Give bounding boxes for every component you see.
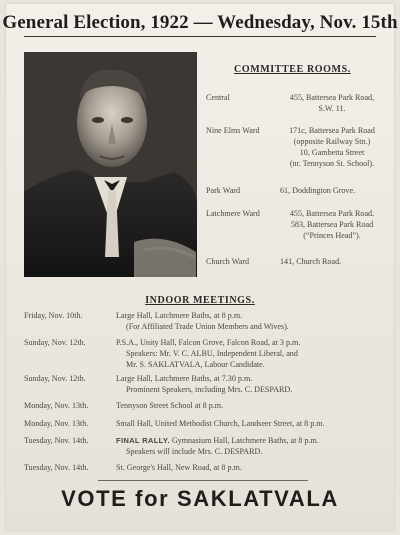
meeting-date: Friday, Nov. 10th. bbox=[24, 311, 83, 320]
portrait-photo bbox=[24, 52, 197, 277]
ward-name: Central bbox=[206, 93, 230, 102]
meeting-description bbox=[116, 373, 386, 395]
meeting-venue: Large Hall, Latchmere Baths, at 8 p.m. bbox=[116, 311, 243, 320]
candidate-portrait bbox=[24, 52, 197, 277]
meeting-venue: Gymnasium Hall, Latchmere Baths, at 8 p.m. bbox=[169, 436, 319, 445]
ward-address: 61, Doddington Grove. bbox=[280, 186, 356, 195]
ward-name: Latchmere Ward bbox=[206, 209, 260, 218]
indoor-meetings-title bbox=[0, 290, 400, 308]
meeting-description bbox=[116, 400, 386, 411]
meeting-venue: P.S.A., Unity Hall, Falcon Grove, Falcon Road, at 3 p.m. bbox=[116, 338, 301, 347]
meeting-description bbox=[116, 418, 386, 429]
meeting-date: Tuesday, Nov. 14th. bbox=[24, 463, 89, 472]
meeting-date: Sunday, Nov. 12th. bbox=[24, 374, 86, 383]
meeting-description bbox=[116, 462, 386, 473]
meeting-date: Monday, Nov. 13th. bbox=[24, 401, 89, 410]
meeting-date: Monday, Nov. 13th. bbox=[24, 419, 89, 428]
vote-slogan: VOTE for SAKLATVALA bbox=[61, 486, 339, 511]
ward-address: 455, Battersea Park Road. 583, Battersea Park Road (“Princes Head”). bbox=[289, 209, 375, 240]
ward-address: 141, Church Road. bbox=[280, 257, 342, 266]
headline-rule bbox=[24, 36, 376, 37]
meeting-description bbox=[116, 310, 386, 332]
committee-rooms-title: COMMITTEE ROOMS. bbox=[234, 64, 351, 75]
meeting-date: Sunday, Nov. 12th. bbox=[24, 338, 86, 347]
meeting-details: Speakers: Mr. V. C. ALBU, Independent Liberal, and Mr. S. SAKLATVALA, Labour Candidate. bbox=[126, 349, 298, 369]
ward-name: Church Ward bbox=[206, 257, 250, 266]
meeting-venue: Large Hall, Latchmere Baths, at 7.30 p.m. bbox=[116, 374, 253, 383]
ward-name: Nine Elms Ward bbox=[206, 126, 260, 135]
indoor-meetings-title-text: INDOOR MEETINGS. bbox=[145, 295, 255, 306]
meeting-description bbox=[116, 337, 386, 370]
final-rally-label: FINAL RALLY. bbox=[116, 436, 170, 445]
ward-name: Park Ward bbox=[206, 186, 241, 195]
meeting-details: Speakers will include Mrs. C. DESPARD. bbox=[126, 447, 263, 456]
meeting-date: Tuesday, Nov. 14th. bbox=[24, 436, 89, 445]
ward-address: 455, Battersea Park Road, S.W. 11. bbox=[289, 93, 375, 113]
meeting-description bbox=[116, 435, 386, 457]
ward-address: 171c, Battersea Park Road (opposite Railway Stn.) 10, Gambetta Street (nr. Tennyson St. School). bbox=[289, 126, 375, 168]
footer-rule bbox=[98, 480, 308, 481]
meeting-venue: St. George's Hall, New Road, at 8 p.m. bbox=[116, 463, 242, 472]
meeting-details: (For Affiliated Trade Union Members and Wives). bbox=[126, 322, 289, 331]
meeting-venue: Small Hall, United Methodist Church, Landseer Street, at 8 p.m. bbox=[116, 419, 325, 428]
meeting-details: Prominent Speakers, including Mrs. C. DESPARD. bbox=[126, 385, 293, 394]
meeting-venue: Tennyson Street School at 8 p.m. bbox=[116, 401, 224, 410]
election-headline: General Election, 1922 — Wednesday, Nov. 15th bbox=[2, 12, 398, 33]
